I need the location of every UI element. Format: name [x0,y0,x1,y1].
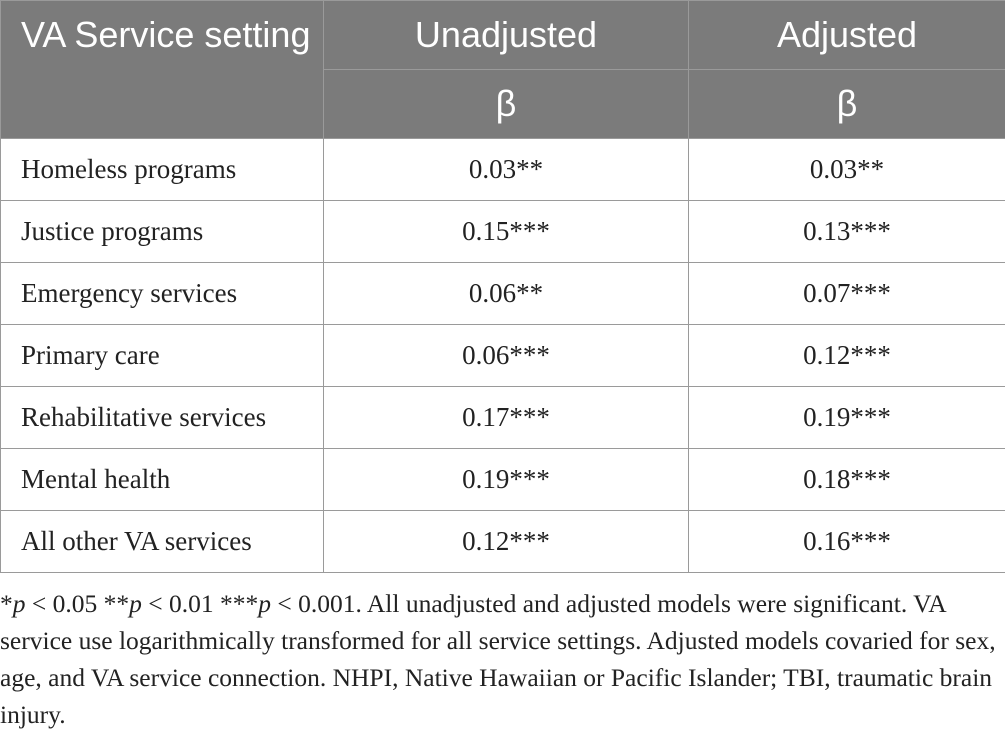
row-setting: Rehabilitative services [1,387,324,449]
row-setting: All other VA services [1,511,324,573]
footnote-threshold-2: < 0.01 *** [141,589,259,618]
row-unadjusted: 0.06** [324,263,689,325]
row-adjusted: 0.03** [689,139,1005,201]
table-row [1,325,1005,387]
footnote-p-symbol: p [12,589,26,618]
header-setting: VA Service setting [1,1,324,139]
header-unadjusted: Unadjusted [324,1,689,70]
row-unadjusted: 0.19*** [324,449,689,511]
row-setting: Mental health [1,449,324,511]
row-adjusted: 0.19*** [689,387,1005,449]
footnote-text: < 0.001. All unadjusted and adjusted models were significant. VA service use logarithmically transformed for all service settings. Adjusted models covaried for sex, age, and VA service connection. NHPI, Native Hawaiian or Pacific Islander; TBI, traumatic brain injury. [0,589,996,729]
header-beta-unadjusted: β [324,70,689,139]
row-adjusted: 0.13*** [689,201,1005,263]
header-adjusted: Adjusted [689,1,1005,70]
row-adjusted: 0.16*** [689,511,1005,573]
header-beta-adjusted: β [689,70,1005,139]
footnote-p-symbol: p [258,589,272,618]
table-row [1,449,1005,511]
footnote-star: * [0,589,13,618]
row-adjusted: 0.12*** [689,325,1005,387]
row-unadjusted: 0.17*** [324,387,689,449]
row-unadjusted: 0.12*** [324,511,689,573]
table-row [1,511,1005,573]
row-setting: Justice programs [1,201,324,263]
table-footnote [0,585,1003,733]
row-unadjusted: 0.06*** [324,325,689,387]
footnote-threshold-1: < 0.05 ** [25,589,130,618]
row-adjusted: 0.18*** [689,449,1005,511]
row-unadjusted: 0.03** [324,139,689,201]
footnote-p-symbol: p [129,589,142,618]
header-row [1,1,1005,70]
row-setting: Emergency services [1,263,324,325]
row-setting: Homeless programs [1,139,324,201]
table-row [1,263,1005,325]
row-setting: Primary care [1,325,324,387]
table-row [1,387,1005,449]
table-row [1,139,1005,201]
row-unadjusted: 0.15*** [324,201,689,263]
table-row [1,201,1005,263]
row-adjusted: 0.07*** [689,263,1005,325]
